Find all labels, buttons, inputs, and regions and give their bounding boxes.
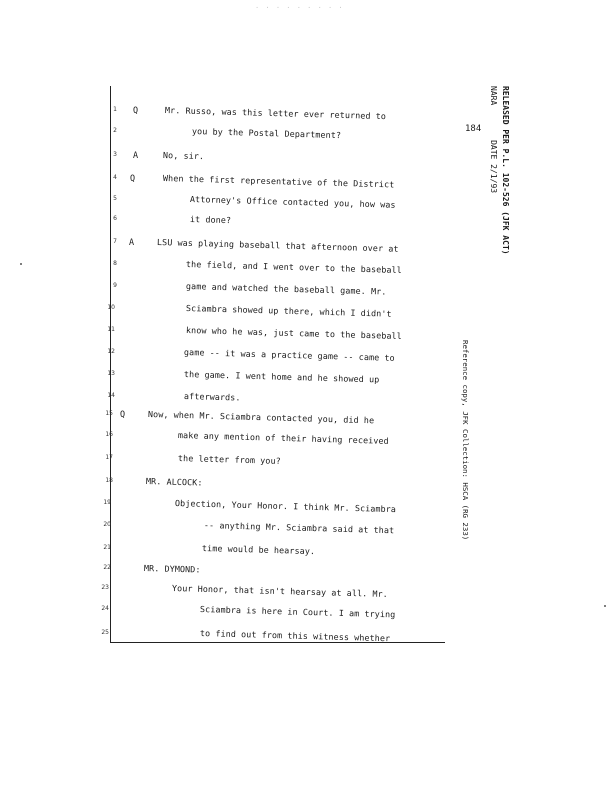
line-number: 24 — [101, 605, 109, 612]
question-marker: Q — [133, 105, 139, 115]
transcript-line: you by the Postal Department? — [191, 126, 342, 141]
transcript-line: game -- it was a practice game -- came to — [183, 347, 395, 363]
line-number: 5 — [113, 195, 117, 202]
line-number: 25 — [101, 629, 109, 636]
release-stamp-text: RELEASED PER P.L. 102-526 (JFK ACT) — [501, 86, 510, 255]
transcript-line: the game. I went home and he showed up — [183, 369, 380, 385]
line-number: 21 — [103, 544, 111, 551]
line-number: 12 — [107, 348, 115, 355]
line-number: 2 — [113, 127, 117, 134]
transcript-line: the letter from you? — [177, 453, 281, 466]
page-number: 184 — [465, 124, 482, 134]
faint-bleedthrough: · · · · · · · · · — [255, 4, 344, 12]
scan-speck — [604, 605, 606, 607]
transcript-line: Mr. Russo, was this letter ever returned to — [164, 105, 387, 122]
line-number: 19 — [103, 499, 111, 506]
answer-marker: A — [129, 237, 135, 247]
transcript-line: time would be hearsay. — [201, 543, 316, 557]
transcript-line: Attorney's Office contacted you, how was — [189, 194, 396, 210]
transcript-line: -- anything Mr. Sciambra said at that — [203, 520, 395, 536]
question-marker: Q — [130, 173, 136, 183]
transcript-line: Your Honor, that isn't hearsay at all. Mr. — [171, 583, 389, 600]
transcript-border — [110, 86, 445, 643]
transcript-line: MR. DYMOND: — [143, 563, 201, 575]
nara-stamp-date: DATE 2/1/93 — [489, 140, 498, 194]
line-number: 14 — [107, 392, 115, 399]
transcript-line: LSU was playing baseball that afternoon over at — [156, 237, 399, 254]
transcript-line: Sciambra is here in Court. I am trying — [199, 604, 396, 620]
transcript-line: to find out from this witness whether — [199, 628, 391, 644]
nara-stamp-label: NARA — [489, 86, 498, 111]
line-number: 3 — [113, 151, 117, 158]
transcript-line: the field, and I went over to the baseball — [185, 259, 403, 276]
line-number: 8 — [113, 260, 117, 267]
line-number: 17 — [105, 454, 113, 461]
reference-note: Reference copy, JFK Collection: HSCA (RG 233) — [461, 340, 470, 541]
nara-stamp — [489, 86, 498, 193]
transcript-line: Objection, Your Honor. I think Mr. Sciambra — [174, 498, 397, 515]
transcript-line: game and watched the baseball game. Mr. — [185, 281, 387, 297]
line-number: 9 — [113, 282, 117, 289]
transcript-line: No, sir. — [162, 150, 205, 162]
scan-speck — [20, 263, 22, 265]
line-number: 11 — [107, 326, 115, 333]
line-number: 18 — [105, 477, 113, 484]
line-number: 16 — [105, 431, 113, 438]
transcript-line: MR. ALCOCK: — [145, 476, 203, 488]
transcript-line: afterwards. — [183, 391, 241, 403]
line-number: 4 — [113, 174, 117, 181]
transcript-line: Sciambra showed up there, which I didn't — [185, 303, 392, 319]
release-stamp — [501, 86, 510, 255]
transcript-line: it done? — [189, 214, 232, 226]
line-number: 10 — [107, 304, 115, 311]
line-number: 23 — [101, 584, 109, 591]
question-marker: Q — [120, 409, 126, 419]
line-number: 13 — [107, 370, 115, 377]
line-number: 7 — [113, 238, 117, 245]
line-number: 20 — [103, 521, 111, 528]
line-number: 1 — [113, 106, 117, 113]
transcript-line: know who he was, just came to the baseball — [185, 325, 403, 342]
line-number: 22 — [103, 564, 111, 571]
transcript-line: Now, when Mr. Sciambra contacted you, did he — [147, 409, 375, 426]
line-number: 6 — [113, 215, 117, 222]
line-number: 15 — [105, 410, 113, 417]
answer-marker: A — [133, 150, 139, 160]
transcript-line: make any mention of their having received — [177, 430, 389, 446]
transcript-line: When the first representative of the District — [162, 173, 395, 190]
